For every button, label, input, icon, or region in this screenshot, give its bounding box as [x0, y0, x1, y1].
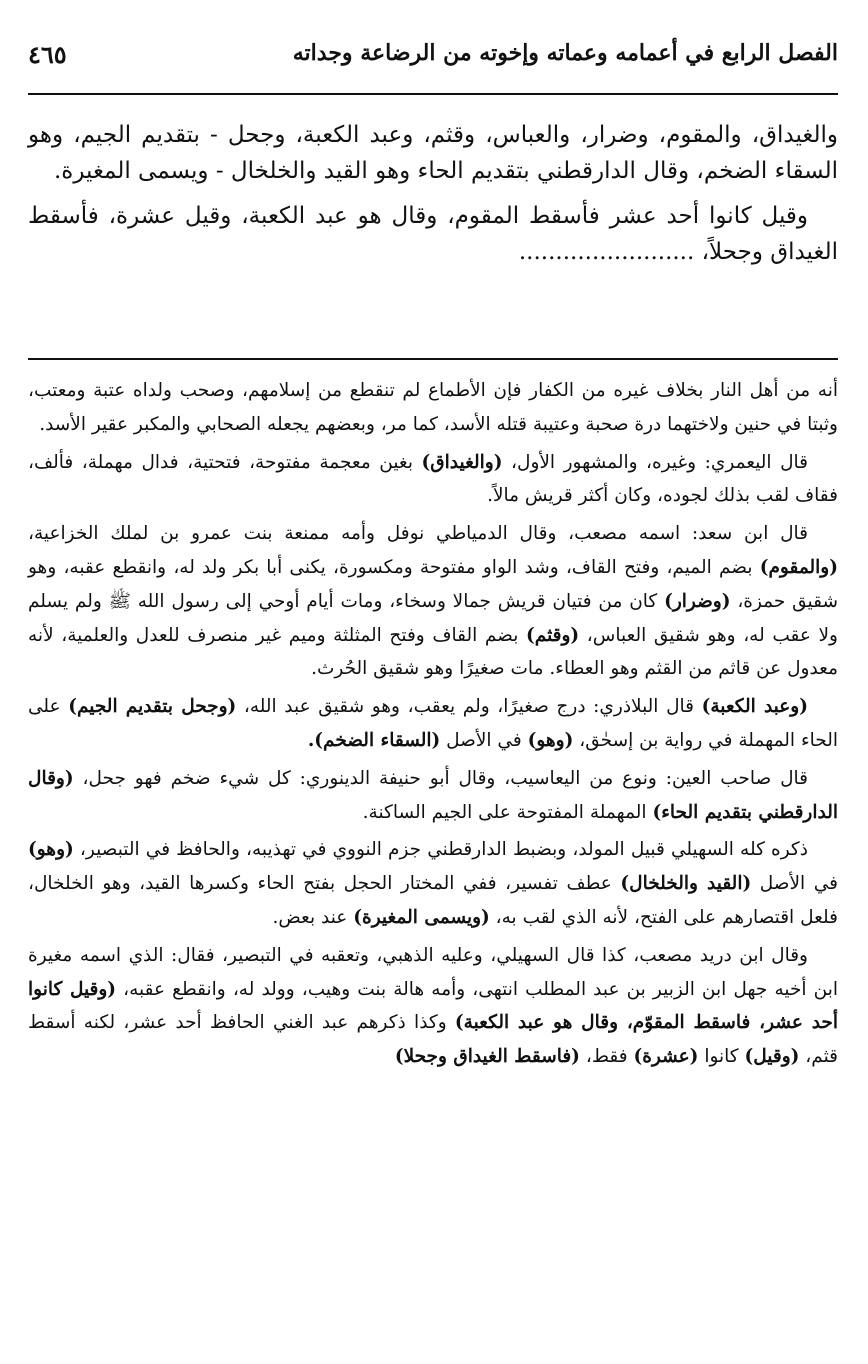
quoted-term: (وعبد الكعبة): [701, 696, 808, 718]
commentary-paragraph: [28, 690, 838, 758]
commentary-text: كانوا: [704, 1046, 739, 1068]
quoted-term: (وهو): [28, 839, 74, 861]
commentary-paragraph: [28, 833, 838, 934]
quoted-term: (وجحل بتقديم الجيم): [68, 696, 237, 718]
commentary-text: على الحاء المهملة في رواية بن إسحٰق،: [28, 696, 838, 751]
quoted-term: (والمقوم): [759, 556, 838, 578]
commentary-text: كان من فتيان قريش جمالا وسخاء، ومات أيام أوحي إلى رسول الله ﷺ ولم يسلم ولا عقب له، وهو شقيق العباس،: [28, 590, 838, 646]
commentary: [28, 374, 838, 1078]
quoted-term: (وضرار): [664, 590, 731, 612]
commentary-paragraph: [28, 446, 838, 514]
commentary-paragraph: أنه من أهل النار بخلاف غيره من الكفار فإن الأطماع لم تنقطع من إسلامهم، وصحب ولداه عتبة ومعتب، وثبتا في حنين ولاختهما درة صحبة وعتيبة قتله الأسد، كما مر، وبعضهم يجعله الصحابي والمكبر عقير الأسد.: [28, 380, 838, 435]
page-header: [28, 40, 838, 80]
quoted-term: (وقال الدارقطني بتقديم الحاء): [28, 767, 838, 823]
main-text: [28, 118, 838, 270]
quoted-term: (وقيل): [744, 1046, 800, 1068]
quoted-term: (ويسمى المغيرة): [353, 906, 490, 928]
commentary-paragraph: [28, 939, 838, 1074]
commentary-text: وكذا ذكرهم عبد الغني الحافظ أحد عشر، لكنه أسقط قثم،: [28, 1012, 838, 1068]
commentary-text: وقال ابن دريد مصعب، كذا قال السهيلي، وعليه الذهبي، وتعقبه في التبصير، فقال: الذي اسمه مغيرة ابن أخيه جهل ابن الزبير بن عبد المطلب انتهى، وأمه هالة بنت وهيب، وولد له، وانقطع عقبه،: [28, 944, 838, 1000]
main-paragraph: وقيل كانوا أحد عشر فأسقط المقوم، وقال هو عبد الكعبة، وقيل عشرة، فأسقط الغيداق وجحلاً، ........................: [28, 203, 838, 265]
quoted-term: (وقيل كانوا أحد عشر، فاسقط المقوّم، وقال هو عبد الكعبة): [28, 978, 838, 1034]
commentary-text: عطف تفسير، ففي المختار الحجل بفتح الحاء وكسرها القيد، وهو الخلخال، فلعل اقتصارهم على الفتح، لأنه الذي لقب به،: [28, 873, 838, 928]
commentary-text: قال اليعمري: وغيره، والمشهور الأول،: [511, 451, 809, 473]
header-divider: [28, 93, 838, 95]
quoted-term: (والغيداق): [421, 451, 503, 473]
commentary-text: قال البلاذري: درج صغيرًا، ولم يعقب، وهو شقيق عبد الله،: [243, 696, 694, 718]
commentary-text: قال صاحب العين: ونوع من اليعاسيب، وقال أبو حنيفة الدينوري: كل شيء ضخم فهو جحل،: [82, 767, 808, 789]
commentary-text: فقط،: [585, 1046, 628, 1068]
commentary-text: ذكره كله السهيلي قبيل المولد، وبضبط الدارقطني جزم النووي في تهذيبه، والحافظ في التبصير،: [79, 839, 808, 861]
commentary-paragraph: [28, 762, 838, 830]
commentary-text: في الأصل: [759, 873, 838, 895]
quoted-term: (القيد والخلخال): [620, 873, 752, 895]
commentary-text: قال ابن سعد: اسمه مصعب، وقال الدمياطي نوفل وأمه ممنعة بنت عمرو بن لملك الخزاعية،: [28, 523, 808, 545]
quoted-term: (عشرة): [633, 1046, 699, 1068]
quoted-term: (فاسقط الغيداق وجحلا): [394, 1046, 580, 1068]
quoted-term: (السقاء الضخم).: [307, 729, 441, 751]
commentary-text: بضم الميم، وفتح القاف، وشد الواو مفتوحة ومكسورة، يكنى أبا بكر ولد له، وانقطع عقبه، وهو شقيق حمزة،: [28, 556, 838, 612]
commentary-text: بغين معجمة مفتوحة، فتحتية، فدال مهملة، فألف، فقاف لقب بذلك لجوده، وكان أكثر قريش مالاً.: [28, 451, 838, 507]
text-divider: [28, 358, 838, 360]
commentary-text: بضم القاف وفتح المثلثة وميم غير منصرف للعدل والعلمية، لأنه معدول عن قاثم من القثم وهو العطاء. مات صغيرًا وهو شقيق الحُرث.: [28, 624, 838, 680]
commentary-paragraph: [28, 517, 838, 686]
chapter-title: الفصل الرابع في أعمامه وعماته وإخوته من الرضاعة وجداته: [292, 40, 838, 66]
main-paragraph: والغيداق، والمقوم، وضرار، والعباس، وقثم، وعبد الكعبة، وجحل - بتقديم الجيم، وهو السقاء الضخم، وقال الدارقطني بتقديم الحاء وهو القيد والخلخال - ويسمى المغيرة.: [28, 122, 838, 184]
page-number: ٤٦٥: [28, 40, 67, 69]
commentary-text: عند بعض.: [272, 906, 348, 928]
quoted-term: (وقثم): [526, 624, 580, 646]
commentary-text: المهملة المفتوحة على الجيم الساكنة.: [362, 801, 647, 823]
commentary-text: في الأصل: [446, 729, 522, 751]
quoted-term: (وهو): [527, 729, 574, 751]
